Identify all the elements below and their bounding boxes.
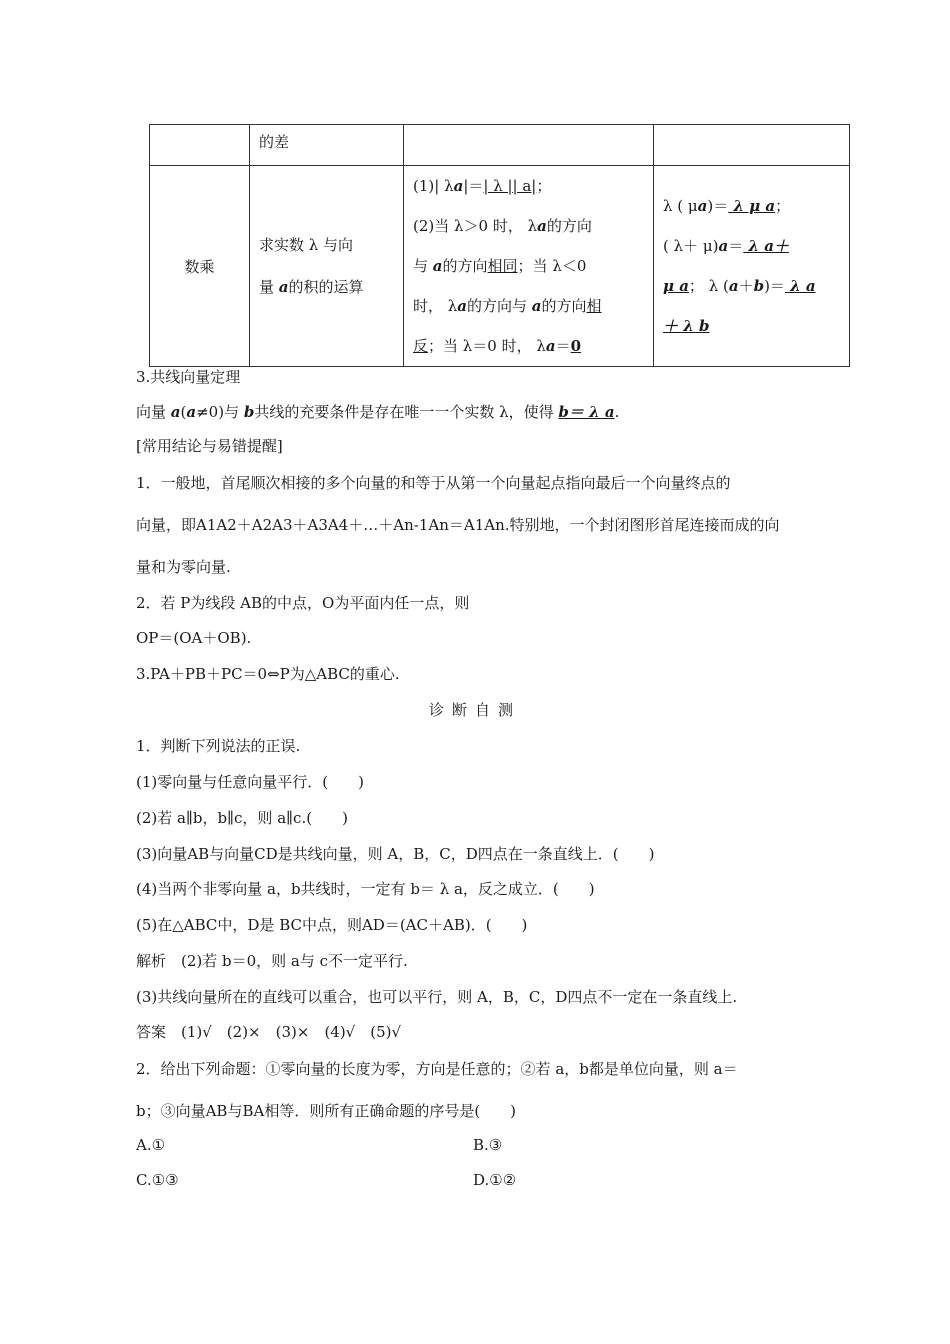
table-cell-definition [250,125,404,166]
conclusion-2-formula: OP＝(OA＋OB). [136,629,252,647]
rule-line: 时， λa的方向与 a的方向相 [413,297,602,315]
collinear-theorem: 向量 a(a≠0)与 b共线的充要条件是存在唯一一个实数 λ，使得 b＝ λ a. [136,403,620,421]
rules-cell [404,166,654,367]
fill-answer: 相同 [487,257,518,275]
rule-line: (2)当 λ＞0 时， λa的方向 [413,217,592,235]
option-d: D.①② [473,1171,517,1189]
fill-answer: λ a [784,277,816,295]
rule-line: 与 a的方向相同；当 λ＜0 [413,257,587,275]
definition-line: 量 a的积的运算 [259,278,364,296]
vector-operations-table [149,124,850,367]
answer-key: 答案 (1)√ (2)× (3)× (4)√ (5)√ [136,1023,402,1041]
statement-item: (3)向量AB与向量CD是共线向量，则 A，B，C，D四点在一条直线上．( ) [136,845,655,863]
question-2-cont: b；③向量AB与BA相等．则所有正确命题的序号是( ) [136,1102,517,1120]
definition-line: 求实数 λ 与向 [259,236,354,254]
conclusion-1-cont: 量和为零向量. [136,558,231,576]
fill-answer: | λ || a| [483,177,537,195]
cell-text: 的差 [259,133,290,151]
question-2: 2．给出下列命题：①零向量的长度为零，方向是任意的；②若 a，b都是单位向量，则 a＝ [136,1060,738,1078]
fill-answer: λ μ a [728,197,776,215]
law-line [663,306,843,346]
section-title: 3.共线向量定理 [136,368,241,386]
statement-item: (5)在△ABC中，D是 BC中点，则AD＝(AC＋AB)．( ) [136,916,528,934]
question-1-title: 1．判断下列说法的正误. [136,737,301,755]
statement-item: (4)当两个非零向量 a，b共线时，一定有 b＝ λ a，反之成立．( ) [136,880,595,898]
fill-answer: ＋ λ b [663,317,710,335]
statement-item: (1)零向量与任意向量平行．( ) [136,773,364,791]
rule-line: (1)| λa|＝| λ || a|； [413,177,552,195]
table-row-scalar-multiplication [150,166,850,367]
law-line: ( λ＋ μ)a＝ λ a＋ [663,237,789,255]
option-b: B.③ [473,1136,503,1154]
analysis: 解析 (2)若 b＝0，则 a与 c不一定平行. [136,952,408,970]
reminder-heading: [常用结论与易错提醒] [136,437,283,455]
analysis: (3)共线向量所在的直线可以重合，也可以平行，则 A，B，C，D四点不一定在一条直线上. [136,988,738,1006]
conclusion-3: 3.PA＋PB＋PC＝0⇔P为△ABC的重心. [136,665,400,683]
table-row [150,125,850,166]
statement-item: (2)若 a∥b，b∥c，则 a∥c.( ) [136,809,348,827]
operation-name: 数乘 [184,257,215,276]
section-heading: 诊断自测 [428,701,521,719]
option-c: C.①③ [136,1171,179,1189]
conclusion-1: 1．一般地，首尾顺次相接的多个向量的和等于从第一个向量起点指向最后一个向量终点的 [136,474,731,492]
conclusion-2: 2．若 P为线段 AB的中点，O为平面内任一点，则 [136,594,470,612]
table-cell [654,125,850,166]
law-line: λ ( μa)＝ λ μ a； [663,197,791,215]
law-line: μ a； λ (a＋b)＝ λ a [663,277,816,295]
fill-answer: μ a [663,277,689,295]
option-a: A.① [136,1136,166,1154]
fill-answer: 相 [586,297,602,315]
laws-cell [654,166,850,367]
fill-answer: 0 [570,337,582,355]
fill-answer: λ a＋ [743,237,789,255]
operation-name-cell [150,166,250,367]
rule-line: 反；当 λ＝0 时， λa＝0 [413,337,582,355]
fill-answer: 反 [413,337,429,355]
fill-answer: b＝ λ a [558,403,615,421]
conclusion-1-cont: 向量，即A1A2＋A2A3＋A3A4＋…＋An-1An＝A1An.特别地，一个封闭图形首尾连接而成的向 [136,516,780,534]
operation-definition-cell [250,166,404,367]
table-cell [150,125,250,166]
table-cell [404,125,654,166]
